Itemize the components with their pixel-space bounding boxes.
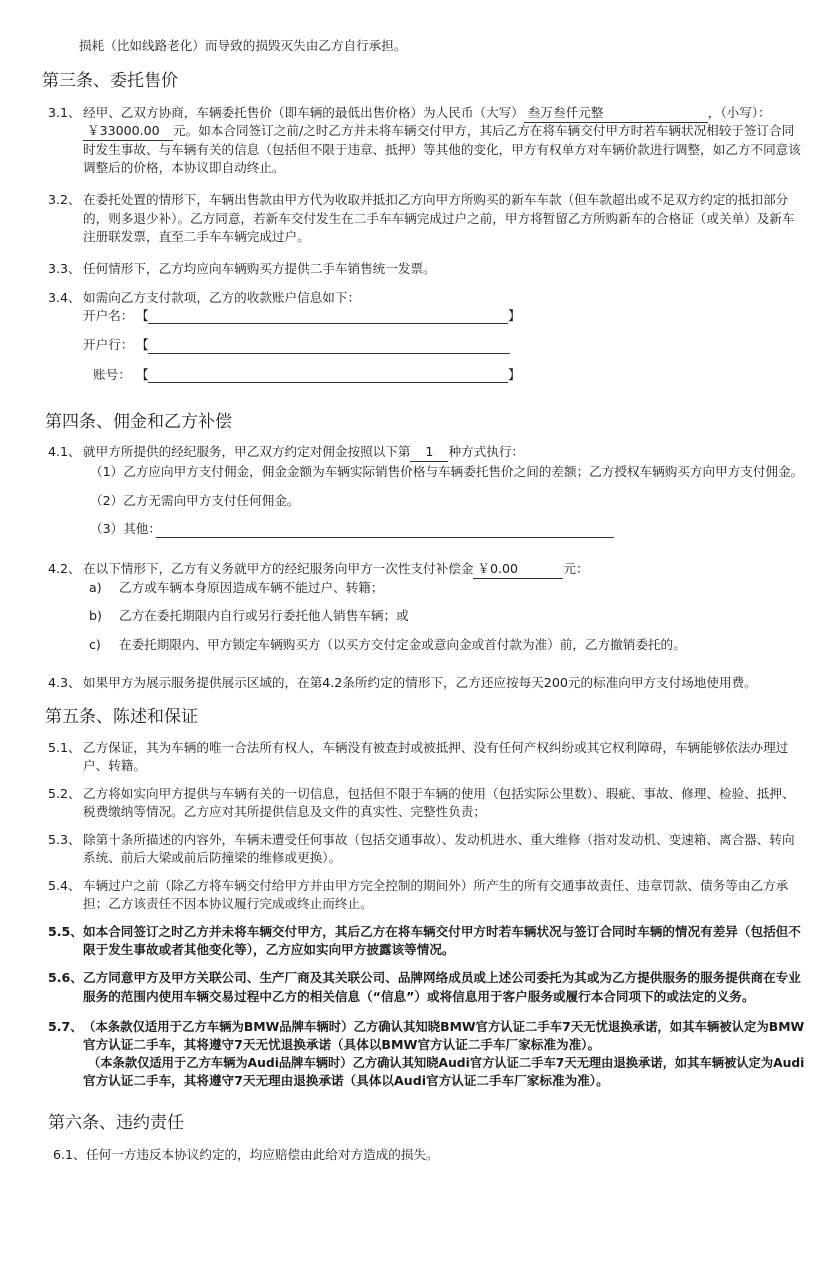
clause-6-1-number: 6.1、 — [53, 1147, 86, 1162]
section-6-title: 第六条、违约责任 — [48, 1113, 184, 1133]
clause-3-1-number: 3.1、 — [48, 105, 81, 120]
commission-option-1: （1）乙方应向甲方支付佣金，佣金金额为车辆实际销售价格与车辆委托售价之间的差额；乙方授权车辆购买方向甲方支付佣金。 — [90, 464, 804, 479]
clause-4-1-text-pre: 就甲方所提供的经纪服务，甲乙双方约定对佣金按照以下第 — [83, 444, 411, 459]
section-4-title: 第四条、佣金和乙方补偿 — [45, 412, 232, 432]
clause-5-6-line-1: 乙方同意甲方及甲方关联公司、生产厂商及其关联公司、品牌网络成员或上述公司委托为其或为乙方提供服务的服务提供商在专业 — [83, 970, 801, 985]
commission-option-3: （3）其他： — [90, 521, 161, 536]
clause-5-6-line-2: 服务的范围内使用车辆交易过程中乙方的相关信息（“信息”）或将信息用于客户服务或履行本合同项下的或法定的义务。 — [83, 989, 755, 1004]
account-name-label: 开户名： — [83, 308, 134, 323]
clause-4-2-number: 4.2、 — [48, 561, 81, 576]
clause-5-7-line-4: 官方认证二手车，其将遵守7天无理由退换承诺（具体以Audi官方认证二手车厂家标准为准）。 — [83, 1073, 609, 1088]
account-number-field — [148, 382, 508, 383]
clause-5-3-line-1: 除第十条所描述的内容外，车辆未遭受任何事故（包括交通事故）、发动机进水、重大维修（指对发动机、变速箱、离合器、转向 — [83, 832, 795, 847]
section-3-title: 第三条、委托售价 — [42, 71, 178, 91]
bank-field — [148, 353, 510, 354]
clause-5-4-line-1: 车辆过户之前（除乙方将车辆交付给甲方并由甲方完全控制的期间外）所产生的所有交通事故责任、违章罚款、债务等由乙方承 — [83, 878, 789, 893]
clause-3-2-number: 3.2、 — [48, 192, 81, 207]
carry-over-line: 损耗（比如线路老化）而导致的损毁灭失由乙方自行承担。 — [79, 38, 407, 53]
clause-3-4-number: 3.4、 — [48, 290, 81, 305]
account-number-open-bracket: 【 — [136, 367, 149, 382]
clause-3-1-line-4: 调整后的价格，本协议即自动终止。 — [83, 160, 285, 175]
item-c-text: 在委托期限内、甲方锁定车辆购买方（以买方交付定金或意向金或首付款为准）前，乙方撤销委托的。 — [119, 637, 686, 652]
clause-3-1-line-1 — [83, 104, 771, 123]
clause-5-3-number: 5.3、 — [48, 832, 81, 847]
bank-label: 开户行： — [83, 337, 134, 352]
commission-option-field: 1 — [410, 443, 448, 462]
clause-4-1-text-post: 种方式执行： — [448, 444, 524, 459]
clause-3-4-text: 如需向乙方支付款项，乙方的收款账户信息如下： — [83, 290, 361, 305]
clause-5-5-line-1: 如本合同签订之时乙方并未将车辆交付甲方，其后乙方在将车辆交付甲方时若车辆状况与签订合同时车辆的情况有差异（包括但不 — [83, 924, 801, 939]
account-number-close-bracket: 】 — [508, 367, 521, 382]
item-a-text: 乙方或车辆本身原因造成车辆不能过户、转籍； — [119, 580, 384, 595]
clause-5-5-line-2: 限于发生事故或者其他变化等），乙方应如实向甲方披露该等情况。 — [83, 942, 455, 957]
clause-3-1-text-pre: 经甲、乙双方协商，车辆委托售价（即车辆的最低出售价格）为人民币（大写） — [83, 105, 524, 120]
account-name-field — [148, 323, 508, 324]
clause-3-1-text-mid: ，（小写）： — [707, 105, 771, 120]
clause-5-4-line-2: 担；乙方该责任不因本协议履行完成或终止而终止。 — [83, 896, 373, 911]
clause-4-2-line-1 — [83, 560, 589, 579]
account-name-open-bracket: 【 — [136, 308, 149, 323]
clause-5-6-number: 5.6、 — [48, 970, 83, 985]
clause-5-3-line-2: 系统、前后大梁或前后防撞梁的维修或更换）。 — [83, 850, 342, 865]
clause-6-1-text: 任何一方违反本协议约定的，均应赔偿由此给对方造成的损失。 — [86, 1147, 439, 1162]
clause-3-1-text-rest-1: 元。如本合同签订之前/之时乙方并未将车辆交付甲方，其后乙方在将车辆交付甲方时若车辆状况相较于签订合同 — [173, 123, 795, 138]
item-c-label: c) — [89, 637, 101, 652]
clause-5-1-line-2: 户、转籍。 — [83, 758, 146, 773]
clause-5-1-number: 5.1、 — [48, 740, 81, 755]
clause-3-3-text: 任何情形下，乙方均应向车辆购买方提供二手车销售统一发票。 — [83, 261, 436, 276]
clause-5-7-line-1: （本条款仅适用于乙方车辆为BMW品牌车辆时）乙方确认其知晓BMW官方认证二手车7天无忧退换承诺，如其车辆被认定为BMW — [83, 1019, 805, 1034]
clause-5-2-line-2: 税费缴纳等情况。乙方应对其所提供信息及文件的真实性、完整性负责； — [83, 804, 486, 819]
clause-3-2-line-3: 注册联发票，直至二手车车辆完成过户。 — [83, 229, 310, 244]
clause-3-2-line-1: 在委托处置的情形下，车辆出售款由甲方代为收取并抵扣乙方向甲方所购买的新车车款（但车款超出或不足双方约定的抵扣部分 — [83, 192, 789, 207]
clause-5-7-line-3: （本条款仅适用于乙方车辆为Audi品牌车辆时）乙方确认其知晓Audi官方认证二手车7天无理由退换承诺，如其车辆被认定为Audi — [88, 1056, 805, 1070]
clause-5-1-line-1: 乙方保证，其为车辆的唯一合法所有权人，车辆没有被查封或被抵押、没有任何产权纠纷或其它权利障碍，车辆能够依法办理过 — [83, 740, 789, 755]
clause-4-2-text-post: 元： — [563, 561, 589, 576]
clause-4-3-number: 4.3、 — [48, 675, 81, 690]
section-5-title: 第五条、陈述和保证 — [45, 707, 198, 727]
clause-3-2-line-2: 的，则多退少补）。乙方同意，若新车交付发生在二手车车辆完成过户之前，甲方将暂留乙方所购新车的合格证（或关单）及新车 — [83, 211, 795, 226]
clause-5-4-number: 5.4、 — [48, 878, 81, 893]
clause-4-3-text: 如果甲方为展示服务提供展示区域的，在第4.2条所约定的情形下，乙方还应按每天200元的标准向甲方支付场地使用费。 — [83, 675, 757, 690]
item-b-text: 乙方在委托期限内自行或另行委托他人销售车辆；或 — [119, 608, 409, 623]
item-b-label: b) — [89, 608, 102, 623]
clause-5-2-number: 5.2、 — [48, 786, 81, 801]
compensation-amount-field: ￥0.00 — [473, 560, 563, 579]
account-number-label: 账号： — [93, 367, 131, 382]
commission-option-2: （2）乙方无需向甲方支付任何佣金。 — [90, 493, 300, 508]
price-upper-field: 叁万叁仟元整 — [524, 104, 708, 123]
clause-5-7-number: 5.7、 — [48, 1019, 83, 1034]
clause-3-1-line-3: 时发生事故、与车辆有关的信息（包括但不限于违章、抵押）等其他的变化，甲方有权单方对车辆价款进行调整，如乙方不同意该 — [83, 142, 801, 157]
clause-3-3-number: 3.3、 — [48, 261, 81, 276]
commission-other-field — [156, 537, 614, 538]
clause-3-1-line-2 — [83, 122, 794, 141]
clause-5-5-number: 5.5、 — [48, 924, 83, 939]
clause-5-2-line-1: 乙方将如实向甲方提供与车辆有关的一切信息，包括但不限于车辆的使用（包括实际公里数）、瑕疵、事故、修理、检验、抵押、 — [83, 786, 795, 801]
clause-4-2-text-pre: 在以下情形下，乙方有义务就甲方的经纪服务向甲方一次性支付补偿金 — [83, 561, 474, 576]
account-name-close-bracket: 】 — [508, 308, 521, 323]
clause-5-7-line-2: 官方认证二手车，其将遵守7天无忧退换承诺（具体以BMW官方认证二手车厂家标准为准）。 — [83, 1037, 601, 1052]
clause-4-1-line-1 — [83, 443, 524, 462]
clause-4-1-number: 4.1、 — [48, 444, 81, 459]
price-lower-field: ￥33000.00 — [83, 122, 173, 141]
item-a-label: a) — [89, 580, 102, 595]
bank-open-bracket: 【 — [136, 337, 149, 352]
